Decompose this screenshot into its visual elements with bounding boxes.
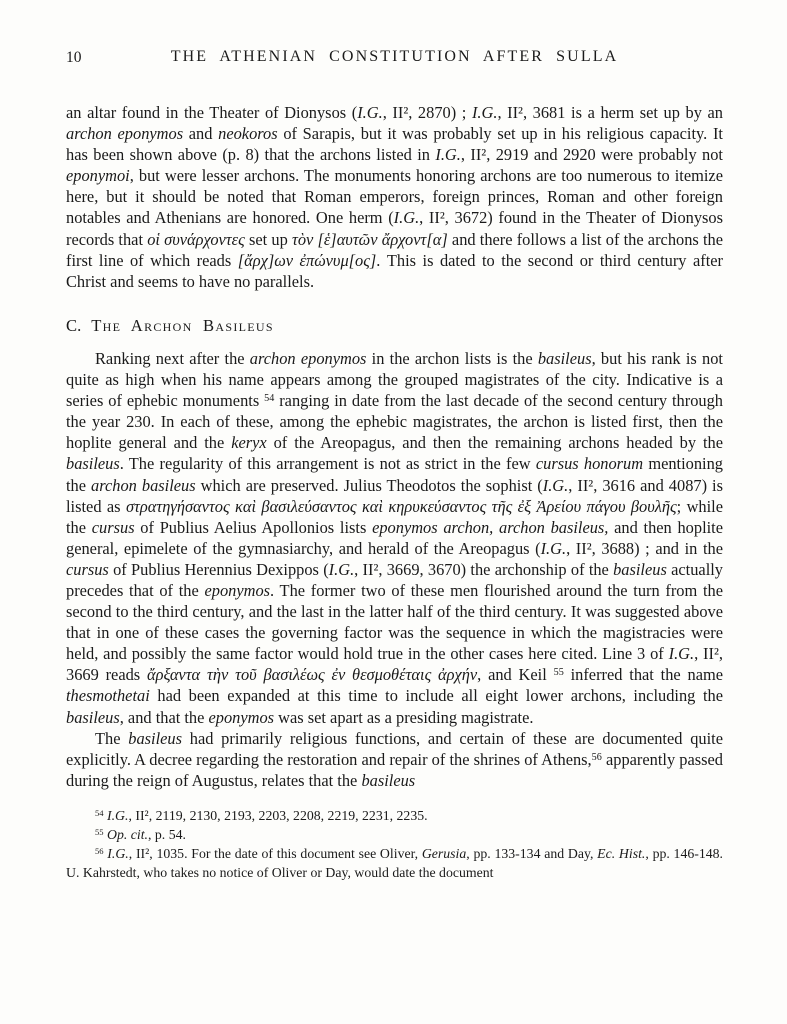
- paragraph-religious-functions: The basileus had primarily religious functions, and certain of these are documented quite explicitly. A decree regarding the restoration and repair of the shrines of Athens,$^{56}$ apparently passed during the reign of Augustus, relates that the basileus: [66, 728, 723, 790]
- footnotes: [66, 806, 723, 882]
- page-number: 10: [66, 49, 82, 66]
- paragraph-continuation: an altar found in the Theater of Dionysos (I.G., II², 2870) ; I.G., II², 3681 is a herm set up by an archon eponymos and neokoros of Sarapis, but it was probably set up in his religious capacity. It has been shown above (p. 8) that the archons listed in I.G., II², 2919 and 2920 were probably not eponymoi, but were lesser archons. The monuments honoring archons are too numerous to itemize here, but it should be noted that Roman emperors, foreign princes, Roman and other foreign notables and Athenians are honored. One herm (I.G., II², 3672) found in the Theater of Dionysos records that οἱ συνάρχοντες set up τὸν [ἑ]αυτῶν ἄρχοντ[α] and there follows a list of the archons the first line of which reads [ἄρχ]ων ἐπώνυμ[ος]. This is dated to the second or third century after Christ and seems to have no parallels.: [66, 103, 724, 291]
- section-title: The Archon Basileus: [91, 315, 274, 335]
- section-label: C.: [66, 315, 82, 335]
- footnote-54: $^{54}$ I.G., II², 2119, 2130, 2193, 2203, 2208, 2219, 2231, 2235.: [95, 807, 428, 823]
- footnote-56: $^{56}$ I.G., II², 1035. For the date of this document see Oliver, Gerusia, pp. 133-134 and Day, Ec. Hist., pp. 146-148. U. Kahrstedt, who takes no notice of Oliver or Day, would date the document: [66, 845, 723, 880]
- page-header: [66, 48, 723, 70]
- section-heading: [66, 315, 723, 336]
- page-body: [66, 102, 723, 791]
- running-title: THE ATHENIAN CONSTITUTION AFTER SULLA: [170, 48, 619, 65]
- paragraph-basileus-rank: Ranking next after the archon eponymos in the archon lists is the basileus, but his rank is not quite as high when his name appears among the grouped magistrates of the city. Indicative is a series of ephebic monuments $^{54}$ ranging in date from the last decade of the second century through the year 230. In each of these, among the ephebic magistrates, the archon is listed first, then the hoplite general and the keryx of the Areopagus, and then the remaining archons headed by the basileus. The regularity of this arrangement is not as strict in the few cursus honorum mentioning the archon basileus which are preserved. Julius Theodotos the sophist (I.G., II², 3616 and 4087) is listed as στρατηγήσαντος καὶ βασιλεύσαντος καὶ κηρυκεύσαντος τῆς ἐξ Ἀρείου πάγου βουλῆς; while the cursus of Publius Aelius Apollonios lists eponymos archon, archon basileus, and then hoplite general, epimelete of the gymnasiarchy, and herald of the Areopagus (I.G., II², 3688) ; and in the cursus of Publius Herennius Dexippos (I.G., II², 3669, 3670) the archonship of the basileus actually precedes that of the eponymos. The former two of these men flourished around the turn from the second to the third century, and the last in the latter half of the third century. It was suggested above that in one of these cases the governing factor was the sequence in which the magistracies were held, and possibly the same factor would hold true in the other cases here cited. Line 3 of I.G., II², 3669 reads ἄρξαντα τὴν τοῦ βασιλέως ἐν θεσμοθέταις ἀρχήν, and Keil $^{55}$ inferred that the name thesmothetai had been expanded at this time to include all eight lower archons, including the basileus, and that the eponymos was set apart as a presiding magistrate.: [66, 348, 724, 727]
- footnote-55: $^{55}$ Op. cit., p. 54.: [95, 826, 186, 842]
